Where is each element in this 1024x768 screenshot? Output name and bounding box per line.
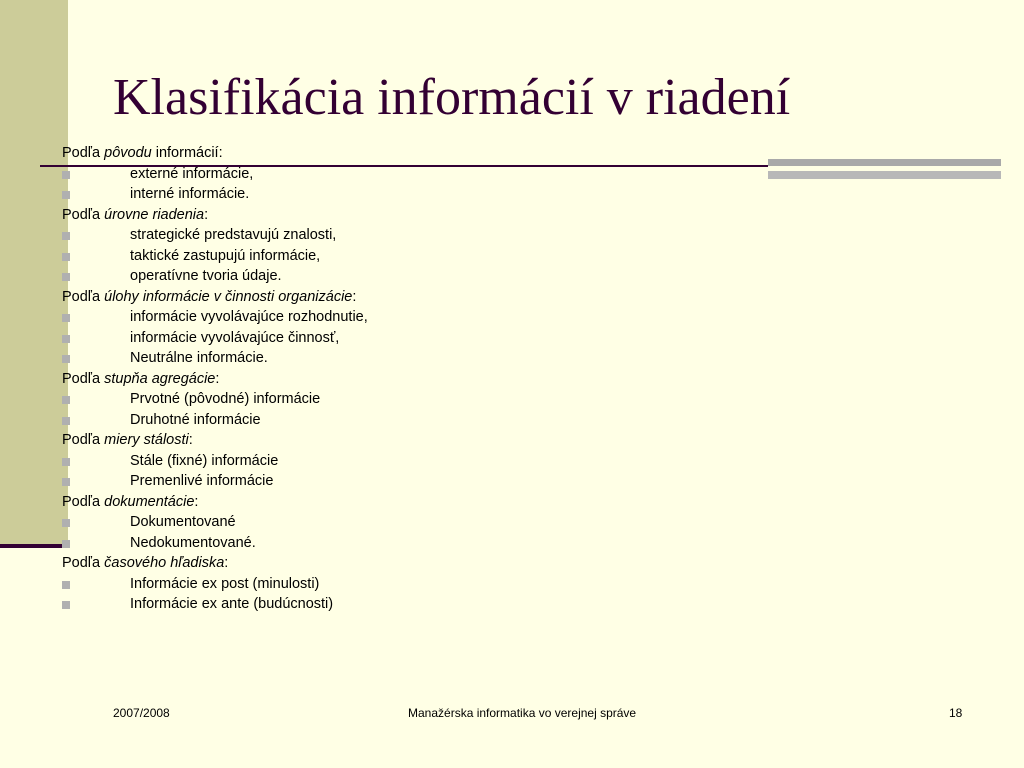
list-item [62, 594, 762, 615]
list-item-text: Druhotné informácie [130, 411, 261, 428]
list-item-text: Dokumentované [130, 514, 236, 530]
section-suffix: informácií: [151, 145, 223, 161]
slide-title: Klasifikácia informácií v riadení [113, 69, 791, 126]
section-criterion: časového hľadiska [104, 555, 225, 571]
list-item-text: strategické predstavujú znalosti, [130, 227, 337, 243]
list-item-text: externé informácie, [130, 165, 254, 182]
section-heading [62, 143, 762, 164]
square-bullet-icon [62, 601, 70, 609]
list-item [62, 348, 762, 369]
section-heading [62, 553, 762, 574]
list-item-text: Informácie ex ante (budúcnosti) [130, 596, 334, 612]
square-bullet-icon [62, 355, 70, 363]
square-bullet-icon [62, 335, 70, 343]
section-criterion: úlohy informácie v činnosti organizácie [104, 288, 353, 305]
footer-date: 2007/2008 [113, 706, 170, 720]
square-bullet-icon [62, 171, 70, 179]
list-item-text: informácie vyvolávajúce činnosť, [130, 329, 340, 346]
list-item [62, 389, 762, 410]
section-heading [62, 287, 762, 308]
slide-content [62, 143, 762, 615]
section-prefix: Podľa [62, 288, 105, 305]
list-item-text: Premenlivé informácie [130, 473, 274, 489]
list-item [62, 225, 762, 246]
square-bullet-icon [62, 478, 70, 486]
footer-page-number: 18 [949, 706, 963, 720]
section-prefix: Podľa [62, 493, 105, 510]
section-prefix: Podľa [62, 432, 105, 448]
list-item [62, 451, 762, 472]
square-bullet-icon [62, 417, 70, 425]
list-item [62, 266, 762, 287]
square-bullet-icon [62, 191, 70, 199]
list-item [62, 533, 762, 554]
square-bullet-icon [62, 314, 70, 322]
section-criterion: pôvodu [104, 145, 152, 161]
section-suffix: : [224, 555, 229, 571]
section-heading [62, 205, 762, 226]
section-heading [62, 492, 762, 513]
list-item-text: Nedokumentované. [130, 534, 256, 551]
list-item-text: Stále (fixné) informácie [130, 452, 279, 469]
square-bullet-icon [62, 458, 70, 466]
section-criterion: dokumentácie [104, 493, 195, 510]
list-item-text: interné informácie. [130, 186, 250, 202]
list-item [62, 512, 762, 533]
list-item [62, 246, 762, 267]
section-heading [62, 369, 762, 390]
section-criterion: stupňa agregácie [104, 370, 216, 387]
section-heading [62, 430, 762, 451]
list-item [62, 328, 762, 349]
section-suffix: : [188, 432, 193, 448]
section-suffix: : [352, 288, 357, 305]
list-item [62, 410, 762, 431]
section-prefix: Podľa [62, 555, 105, 571]
left-accent-bar [0, 0, 68, 545]
section-suffix: : [215, 370, 220, 387]
list-item-text: Informácie ex post (minulosti) [130, 575, 320, 592]
section-prefix: Podľa [62, 370, 105, 387]
square-bullet-icon [62, 232, 70, 240]
list-item-text: operatívne tvoria údaje. [130, 268, 282, 284]
square-bullet-icon [62, 581, 70, 589]
list-item-text: Prvotné (pôvodné) informácie [130, 391, 321, 407]
list-item [62, 574, 762, 595]
square-bullet-icon [62, 519, 70, 527]
section-criterion: miery stálosti [104, 432, 189, 448]
section-suffix: : [194, 493, 199, 510]
section-prefix: Podľa [62, 145, 105, 161]
list-item [62, 307, 762, 328]
list-item-text: taktické zastupujú informácie, [130, 247, 321, 264]
square-bullet-icon [62, 540, 70, 548]
section-criterion: úrovne riadenia [104, 206, 205, 223]
list-item [62, 164, 762, 185]
footer-course-title: Manažérska informatika vo verejnej správe [408, 706, 637, 720]
list-item [62, 471, 762, 492]
square-bullet-icon [62, 396, 70, 404]
decoration-bar-top [768, 159, 1001, 166]
list-item-text: informácie vyvolávajúce rozhodnutie, [130, 309, 368, 325]
section-prefix: Podľa [62, 206, 105, 223]
left-accent-rule [0, 544, 64, 548]
list-item [62, 184, 762, 205]
decoration-bar-bottom [768, 171, 1001, 179]
list-item-text: Neutrálne informácie. [130, 350, 268, 366]
section-suffix: : [204, 206, 209, 223]
square-bullet-icon [62, 253, 70, 261]
square-bullet-icon [62, 273, 70, 281]
